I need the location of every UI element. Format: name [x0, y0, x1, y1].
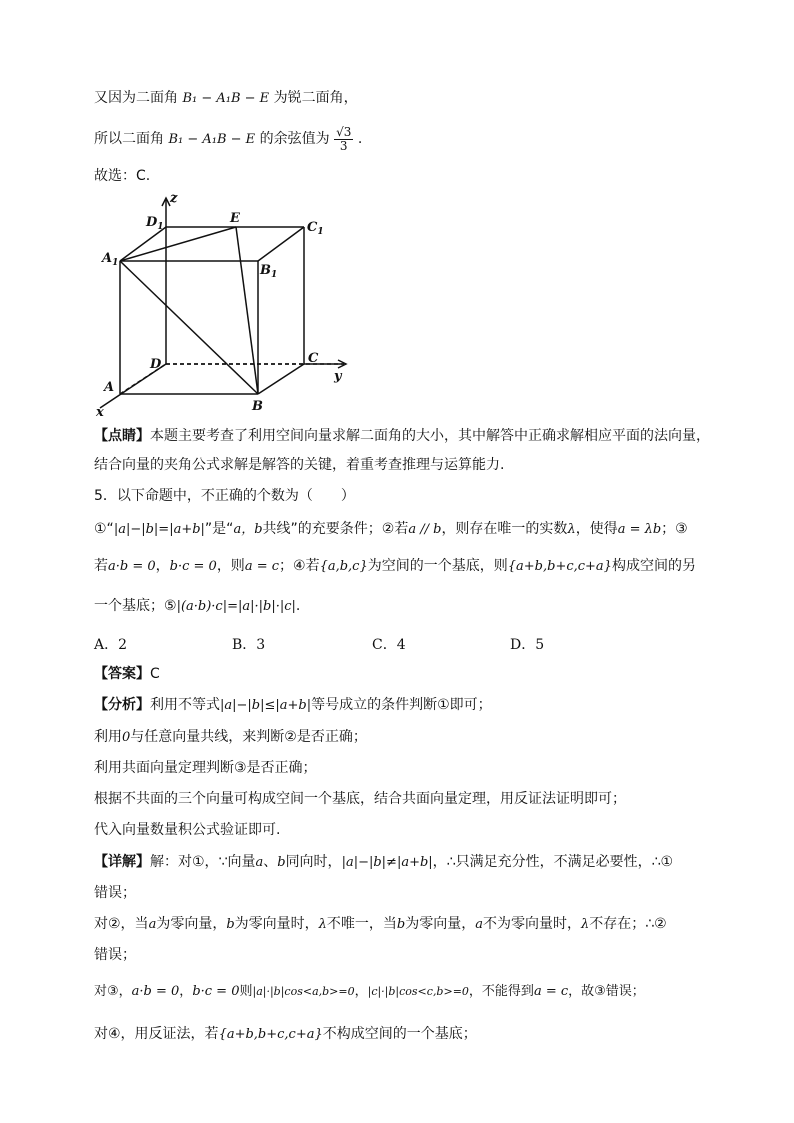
label-y: y [334, 369, 342, 384]
math-expression: a [475, 917, 483, 932]
answer-value: C [150, 666, 160, 682]
option-d: D．5 [510, 637, 545, 653]
text-segment: ，∴只满足充分性，不满足必要性，∴① [432, 854, 674, 870]
text-segment: ，则 [216, 558, 245, 574]
analysis-line-4 [94, 789, 626, 809]
edge-BC [258, 364, 304, 394]
dianjing-text: 本题主要考查了利用空间向量求解二面角的大小，其中解答中正确求解相应平面的法向量， [150, 428, 710, 444]
text-segment: 根据不共面的三个向量可构成空间一个基底，结合共面向量定理，用反证法证明即可； [94, 791, 626, 807]
text-segment: 故选：C. [94, 168, 151, 184]
label-B1: $B_1$ [260, 263, 278, 280]
math-expression: B₁ − A₁B − E [168, 132, 256, 147]
label-z: z [170, 191, 178, 206]
math-expression: a·b = 0 [131, 984, 180, 999]
text-segment: ；③ [661, 521, 688, 537]
text-line-3 [94, 166, 150, 186]
text-segment: 不唯一，当 [326, 916, 397, 932]
text-segment: 则 [239, 984, 253, 999]
analysis-line-5 [94, 820, 280, 840]
math-expression: a [148, 917, 157, 932]
math-expression: b [396, 917, 406, 932]
detail-line-2 [94, 883, 136, 903]
text-segment: ，则存在唯一的实数 [441, 521, 568, 537]
text-segment: . [357, 131, 363, 147]
analysis-line-3 [94, 758, 317, 778]
text-segment: ， [179, 984, 193, 999]
math-expression: b [226, 917, 235, 932]
label-C: C [308, 351, 319, 366]
math-expression: |a|−|b|≤|a+b| [220, 698, 312, 713]
dianjing-text: 结合向量的夹角公式求解是解答的关键，着重考查推理与运算能力. [94, 457, 505, 473]
edge-A1D1 [120, 227, 166, 261]
question-stem [94, 486, 355, 506]
text-line-2 [94, 124, 362, 155]
text-segment: ”是“ [204, 521, 234, 537]
option-b: B．3 [232, 637, 266, 653]
text-segment: ， [354, 984, 368, 999]
math-expression: λ [581, 917, 590, 932]
text-segment: ，不能得到 [468, 984, 534, 999]
math-expression: |(a·b)·c|=|a|·|b|·|c| [176, 599, 296, 614]
math-expression: 0 [122, 730, 131, 745]
math-expression: {a+b,b+c,c+a} [507, 559, 612, 574]
text-segment: 错误； [94, 947, 136, 963]
text-segment: 等号成立的条件判断①即可； [311, 697, 492, 713]
label-B: B [252, 399, 263, 414]
math-expression: b [277, 855, 286, 870]
detail-line-3 [94, 914, 667, 935]
text-segment: 若 [94, 558, 108, 574]
analysis-line-2 [94, 727, 367, 748]
detail-line-6 [94, 1024, 477, 1045]
text-segment: ，使得 [575, 521, 618, 537]
segment-A1B [120, 261, 258, 394]
text-segment: 不存在；∴② [589, 916, 667, 932]
option-c: C．4 [372, 637, 406, 653]
text-segment: ，故③错误； [568, 984, 645, 999]
text-segment: 错误； [94, 885, 136, 901]
math-expression: λ [567, 522, 576, 537]
math-expression: λ [318, 917, 327, 932]
label-E: E [230, 211, 240, 226]
text-segment: 所以二面角 [94, 131, 164, 147]
text-segment: 共线”的充要条件；②若 [262, 521, 409, 537]
label-D1: $D_1$ [146, 215, 164, 232]
text-segment: 利用共面向量定理判断③是否正确； [94, 760, 317, 776]
dianjing-line-1 [94, 426, 710, 446]
analysis-tag: 【分析】 [94, 697, 150, 713]
math-expression: a，b [233, 522, 263, 537]
detail-line-4 [94, 945, 136, 965]
label-A: A [104, 380, 115, 395]
fraction-numerator: √3 [336, 124, 352, 139]
text-segment: 不构成空间的一个基底； [322, 1026, 477, 1042]
math-expression: b·c = 0 [169, 559, 217, 574]
math-expression: a = c [533, 984, 569, 999]
text-segment: 又因为二面角 [94, 90, 178, 106]
math-expression: a // b [408, 522, 442, 537]
question-line-3 [94, 596, 300, 617]
text-segment: 对②，当 [94, 916, 149, 932]
text-segment: 、 [263, 854, 278, 870]
label-A1: $A_1$ [102, 251, 119, 268]
math-expression: |c|·|b|cos<c,b>=0 [367, 985, 469, 998]
question-line-2 [94, 556, 696, 577]
math-expression: {a+b,b+c,c+a} [218, 1027, 323, 1042]
text-line-1 [94, 88, 358, 109]
detail-line-5 [94, 982, 645, 1002]
math-expression: a·b = 0 [108, 559, 156, 574]
math-expression: |a|−|b|≠|a+b| [341, 855, 433, 870]
text-segment: 代入向量数量积公式验证即可. [94, 822, 281, 838]
option-a: A．2 [94, 637, 128, 653]
text-segment: 利用不等式 [150, 697, 220, 713]
text-segment: 的余弦值为 [259, 131, 330, 147]
text-segment: 与任意向量共线，来判断②是否正确； [130, 729, 367, 745]
text-segment: 为零向量， [405, 916, 476, 932]
math-expression: |a|−|b|=|a+b| [113, 522, 205, 537]
text-segment: ， [155, 558, 170, 574]
text-segment: 解：对①，∵向量 [150, 854, 256, 870]
math-expression: |a|·|b|cos<a,b>=0 [252, 985, 355, 998]
answer-tag: 【答案】 [94, 666, 150, 682]
question-stem-text: 5．以下命题中，不正确的个数为（ ） [94, 488, 355, 504]
text-segment: 不为零向量时， [483, 916, 581, 932]
label-D: D [150, 357, 162, 372]
answer-line [94, 664, 160, 684]
dianjing-line-2 [94, 455, 504, 475]
fraction-denominator: 3 [339, 138, 348, 153]
label-x: x [96, 405, 104, 418]
edge-B1C1 [258, 227, 304, 261]
text-segment: . [295, 598, 301, 614]
text-segment: ；④若 [279, 558, 320, 574]
math-expression: a [255, 855, 264, 870]
question-line-1 [94, 519, 688, 540]
math-expression: b·c = 0 [192, 984, 240, 999]
math-expression: {a,b,c} [319, 559, 368, 574]
cube-figure [94, 186, 364, 418]
math-expression: a = λb [617, 522, 662, 537]
text-segment: 为空间的一个基底，则 [367, 558, 508, 574]
segment-A1E [120, 227, 236, 261]
math-expression: B₁ − A₁B − E [182, 91, 270, 106]
text-segment: 对④，用反证法，若 [94, 1026, 219, 1042]
text-segment: 构成空间的另 [611, 558, 696, 574]
text-segment: 为零向量， [156, 916, 227, 932]
segment-EB [236, 227, 258, 394]
analysis-line-1 [94, 695, 492, 716]
detail-line-1 [94, 852, 673, 873]
math-expression: a = c [244, 559, 280, 574]
text-segment: 利用 [94, 729, 122, 745]
text-segment: ①“ [94, 521, 114, 537]
text-segment: 为零向量时， [234, 916, 319, 932]
fraction [334, 126, 353, 153]
text-segment: 一个基底；⑤ [94, 598, 177, 614]
text-segment: 同向时， [285, 854, 342, 870]
label-C1: $C_1$ [307, 220, 324, 237]
text-segment: 对③， [94, 984, 132, 999]
detail-tag: 【详解】 [94, 854, 150, 870]
dianjing-tag: 【点睛】 [94, 428, 150, 444]
text-segment: 为锐二面角， [273, 90, 358, 106]
